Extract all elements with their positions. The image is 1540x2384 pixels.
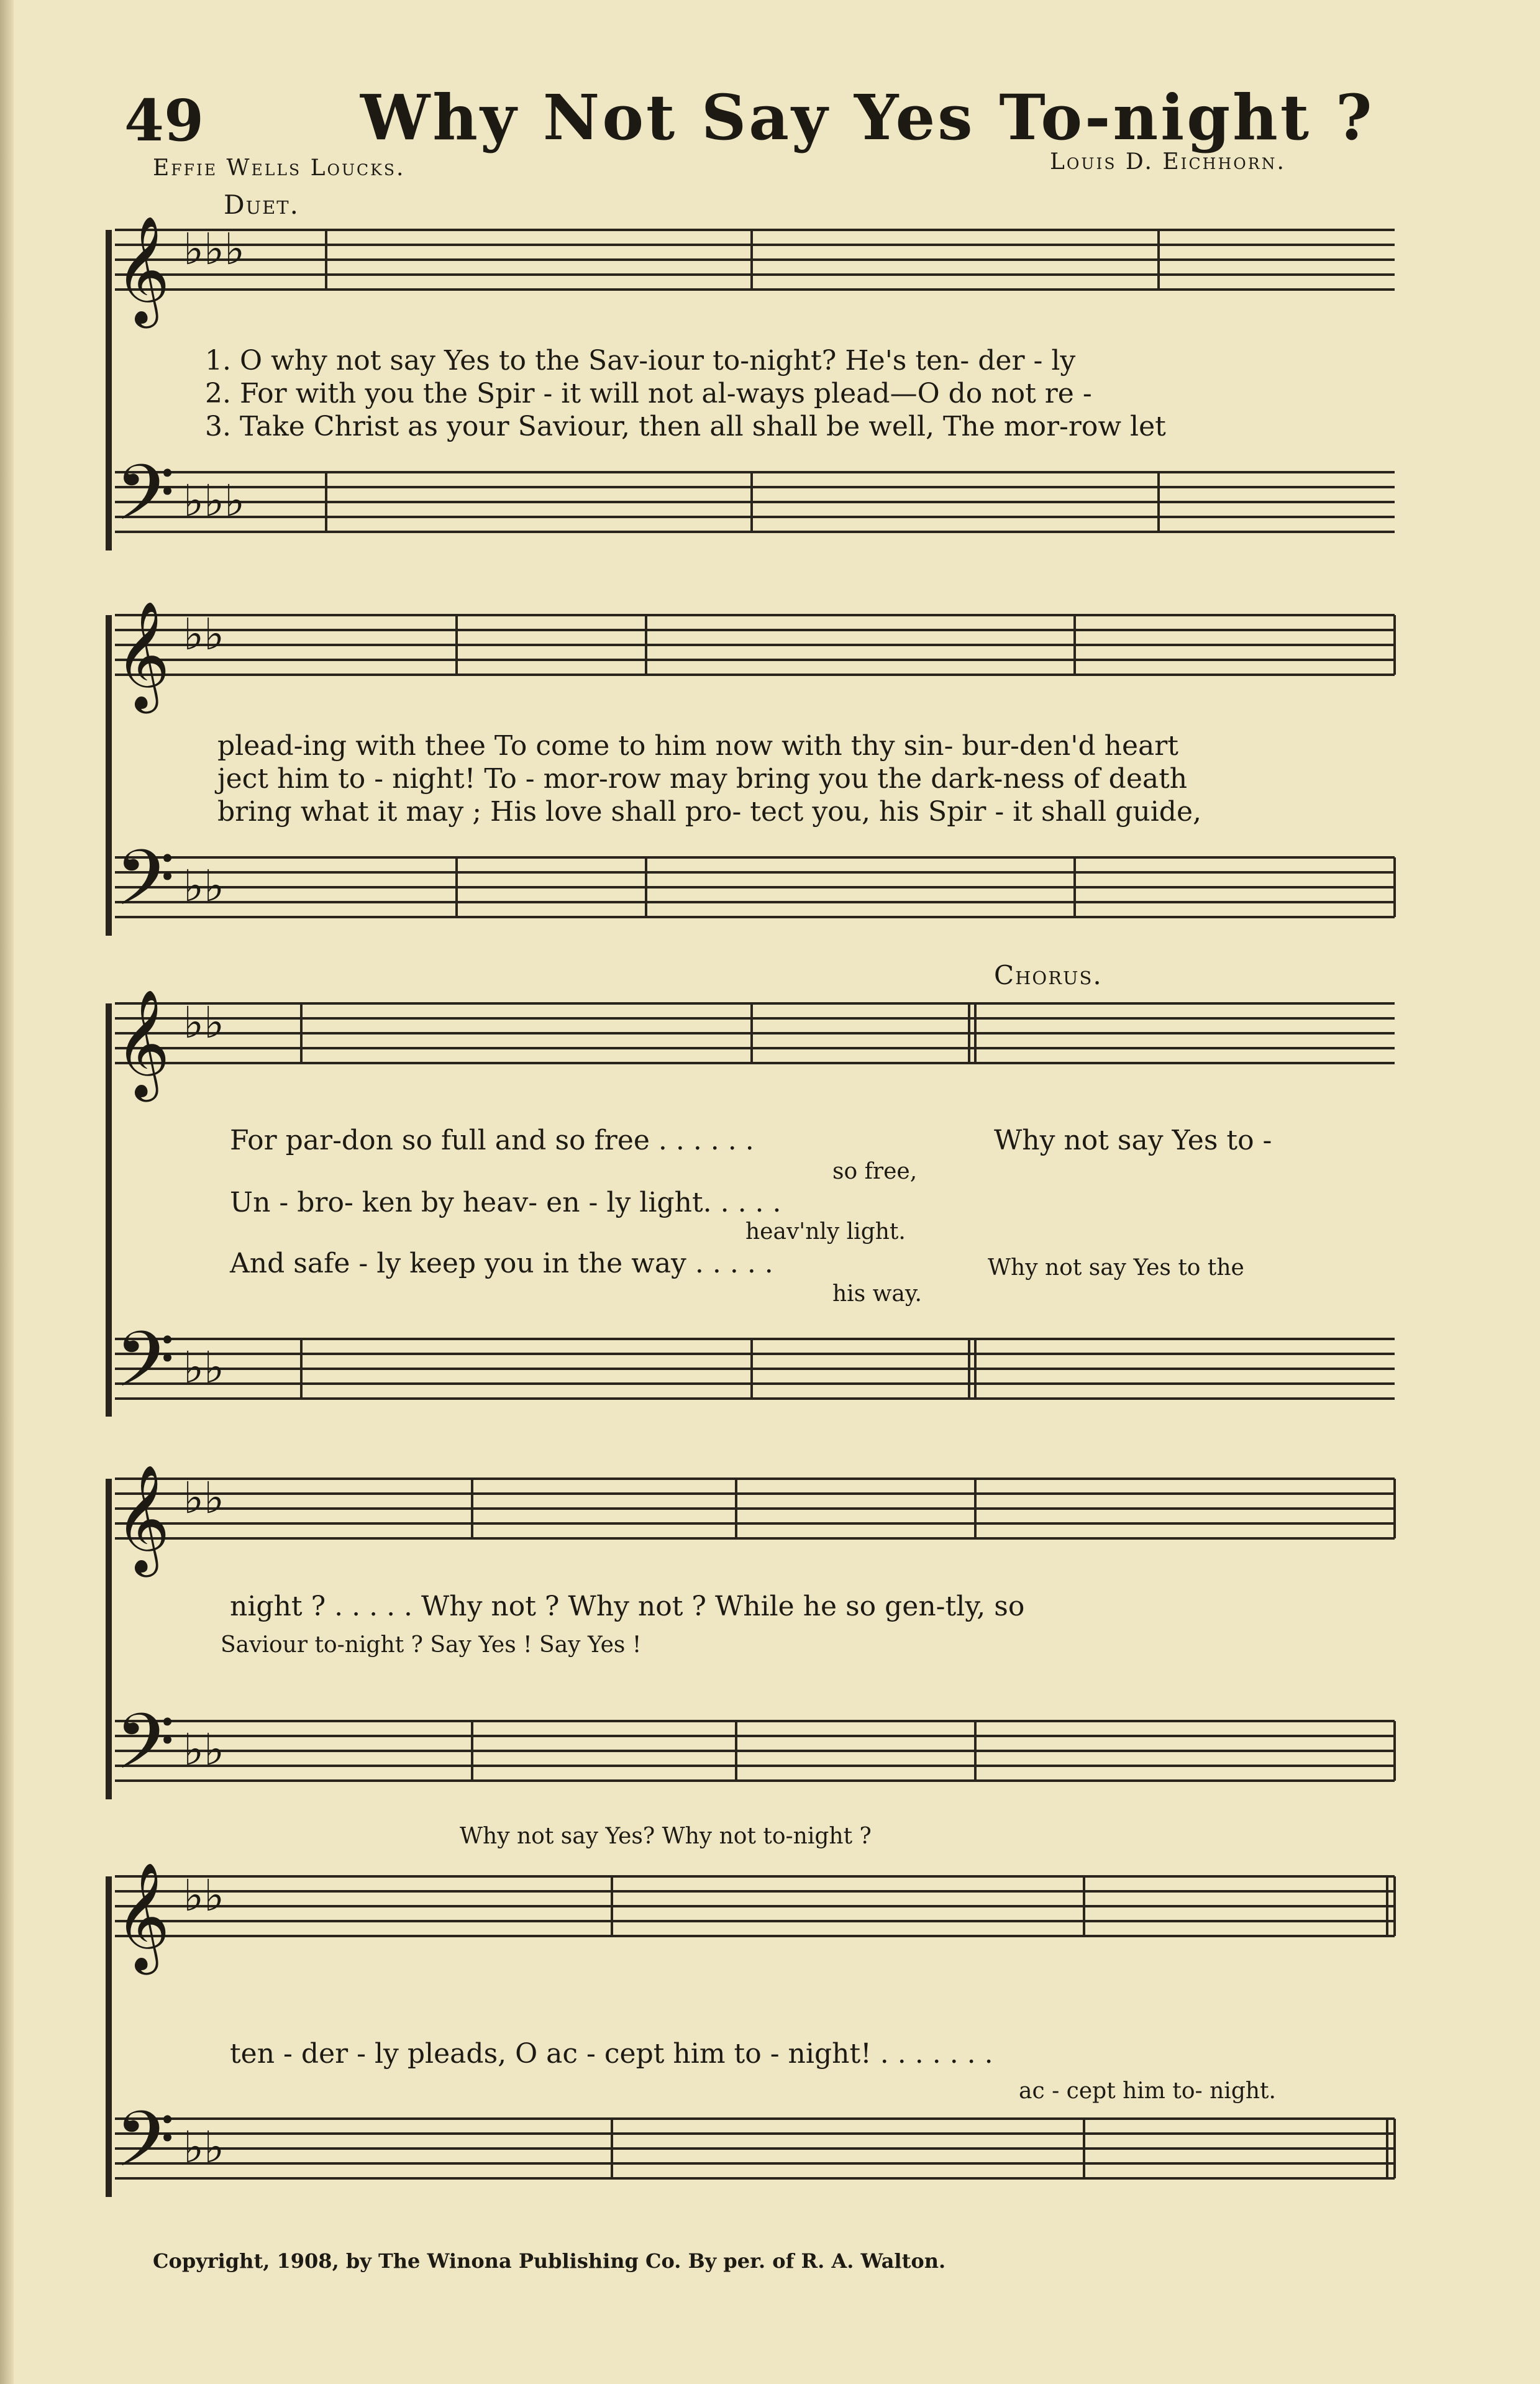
- chorus-line-2: Why not say Yes to the: [988, 1255, 1244, 1281]
- verse-1-line: For par-don so full and so free . . . . . .: [230, 1125, 754, 1156]
- system-brace: [106, 1479, 112, 1799]
- chorus-label: Chorus.: [994, 960, 1103, 990]
- chorus-line-upper: night ? . . . . . Why not ? Why not ? While he so gen-tly, so: [230, 1591, 1025, 1622]
- page-edge-shadow: [0, 0, 14, 2384]
- verse-2-line: ject him to - night! To - mor-row may bring you the dark-ness of death: [217, 763, 1188, 795]
- system-brace: [106, 230, 112, 550]
- final-line-lower: ac - cept him to- night.: [1019, 2078, 1276, 2104]
- bass-clef-icon: 𝄢: [115, 2095, 175, 2203]
- chorus-line-1: Why not say Yes to -: [994, 1125, 1272, 1156]
- key-signature-icon: ♭♭: [183, 1870, 225, 1921]
- final-line-upper: ten - der - ly pleads, O ac - cept him to - night! . . . . . . .: [230, 2038, 993, 2070]
- verse-1-line: 1. O why not say Yes to the Sav-iour to-night? He's ten- der - ly: [205, 345, 1076, 377]
- verse-3-line: And safe - ly keep you in the way . . . . .: [230, 1248, 773, 1279]
- key-signature-icon: ♭♭: [183, 1342, 225, 1393]
- treble-clef-icon: 𝄞: [115, 1464, 170, 1573]
- key-signature-icon: ♭♭: [183, 2122, 225, 2173]
- bass-clef-icon: 𝄢: [115, 834, 175, 942]
- treble-clef-icon: 𝄞: [115, 989, 170, 1097]
- verse-2-echo: heav'nly light.: [745, 1219, 906, 1245]
- system-brace: [106, 1003, 112, 1417]
- composer-credit: Louis D. Eichhorn.: [1050, 149, 1286, 175]
- key-signature-icon: ♭♭: [183, 1724, 225, 1775]
- treble-clef-icon: 𝄞: [115, 216, 170, 324]
- verse-1-echo: so free,: [832, 1159, 918, 1184]
- hymn-title: Why Not Say Yes To-night ?: [360, 81, 1375, 154]
- system-brace: [106, 615, 112, 936]
- treble-staff-1: [115, 216, 1395, 329]
- verse-3-echo: his way.: [832, 1281, 922, 1307]
- key-signature-icon: ♭♭: [183, 997, 225, 1048]
- treble-clef-icon: 𝄞: [115, 601, 170, 709]
- bass-clef-icon: 𝄢: [115, 1697, 175, 1806]
- bass-clef-icon: 𝄢: [115, 1315, 175, 1423]
- bass-staff-1: [115, 449, 1395, 557]
- verse-2-line: Un - bro- ken by heav- en - ly light. . . . .: [230, 1187, 781, 1218]
- verse-1-line: plead-ing with thee To come to him now with thy sin- bur-den'd heart: [217, 730, 1178, 762]
- key-signature-icon: ♭♭: [183, 861, 225, 911]
- lyricist-credit: Effie Wells Loucks.: [153, 155, 406, 181]
- verse-2-line: 2. For with you the Spir - it will not al-ways plead—O do not re -: [205, 378, 1092, 409]
- bass-clef-icon: 𝄢: [115, 449, 175, 557]
- system-brace: [106, 1876, 112, 2197]
- verse-3-line: 3. Take Christ as your Saviour, then all shall be well, The mor-row let: [205, 411, 1166, 442]
- duet-label: Duet.: [224, 190, 299, 220]
- treble-clef-icon: 𝄞: [115, 1862, 170, 1970]
- key-signature-icon: ♭♭♭: [183, 475, 245, 526]
- copyright-notice: Copyright, 1908, by The Winona Publishing Co. By per. of R. A. Walton.: [153, 2249, 946, 2273]
- key-signature-icon: ♭♭♭: [183, 224, 245, 275]
- hymn-number: 49: [124, 87, 204, 154]
- bass-echo-line: Why not say Yes? Why not to-night ?: [460, 1824, 872, 1849]
- system-5-staves: [115, 1862, 1401, 2203]
- chorus-line-lower: Saviour to-night ? Say Yes ! Say Yes !: [221, 1632, 642, 1658]
- key-signature-icon: ♭♭: [183, 1473, 225, 1523]
- verse-3-line: bring what it may ; His love shall pro- tect you, his Spir - it shall guide,: [217, 796, 1201, 828]
- key-signature-icon: ♭♭: [183, 609, 225, 660]
